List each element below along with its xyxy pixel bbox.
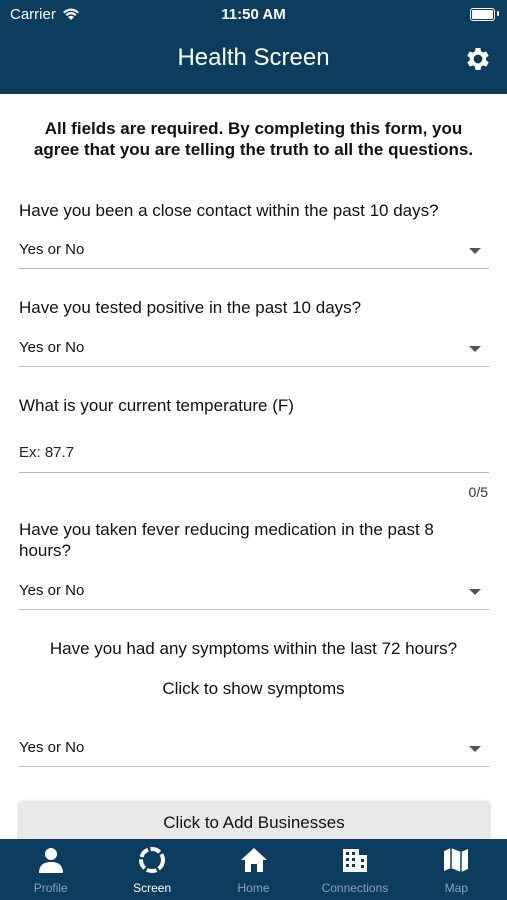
question-symptoms: Have you had any symptoms within the last 72 hours? [49,639,458,658]
tab-home[interactable] [203,839,304,900]
question-tested-positive: Have you tested positive in the past 10 days? [19,298,362,317]
tab-label: Connections [321,881,389,895]
carrier-label: Carrier [10,6,56,23]
tab-bar [0,839,507,900]
tab-map[interactable] [406,839,507,900]
chevron-down-icon [469,346,481,352]
gear-icon[interactable] [463,44,493,74]
app-header [0,0,507,94]
tested-positive-select[interactable] [19,332,489,367]
fever-medication-value: Yes or No [19,582,85,599]
symptoms-select[interactable] [19,732,489,767]
question-fever-medication: Have you taken fever reducing medication in the past 8 hours? [19,520,434,560]
page-title: Health Screen [177,44,330,71]
tab-label: Profile [33,881,68,895]
temperature-input[interactable] [19,432,489,473]
add-businesses-button[interactable]: Click to Add Businesses [19,801,489,839]
status-bar [0,0,507,30]
screen-ring-icon [137,845,167,875]
chevron-down-icon [469,746,481,752]
building-icon [340,845,370,875]
chevron-down-icon [469,589,481,595]
close-contact-value: Yes or No [19,241,85,258]
symptoms-value: Yes or No [19,739,85,756]
tab-screen[interactable] [101,839,202,900]
show-symptoms-link[interactable]: Click to show symptoms [162,679,345,698]
chevron-down-icon [469,248,481,254]
home-icon [239,845,269,875]
tab-label: Map [444,881,468,895]
form-area [0,94,507,839]
battery-tip [497,11,499,16]
tab-label: Home [237,881,270,895]
map-icon [441,845,471,875]
tab-connections[interactable] [304,839,405,900]
fever-medication-select[interactable] [19,575,489,610]
close-contact-select[interactable] [19,234,489,269]
clock: 11:50 AM [221,6,286,23]
question-temperature: What is your current temperature (F) [19,396,294,415]
person-icon [36,845,66,875]
question-close-contact: Have you been a close contact within the past 10 days? [19,201,439,220]
tested-positive-value: Yes or No [19,339,85,356]
tab-profile[interactable] [0,839,101,900]
battery-icon [470,8,495,21]
character-counter: 0/5 [468,484,488,500]
required-notice: All fields are required. By completing this form, you agree that you are telling the truth to all the questions. [33,119,474,159]
tab-label: Screen [133,881,172,895]
